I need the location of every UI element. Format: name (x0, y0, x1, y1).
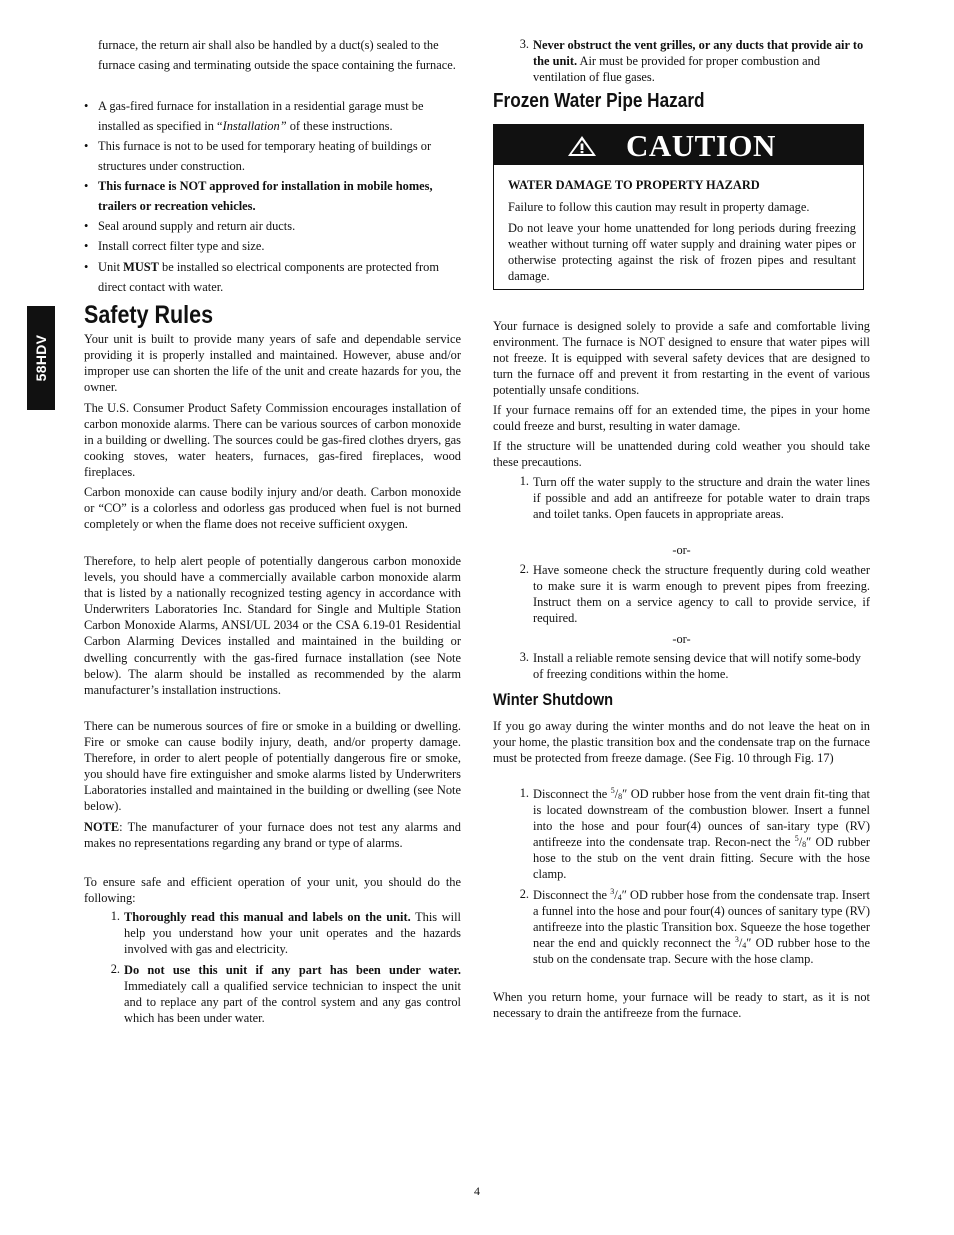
bullet-filter: • Install correct filter type and size. (84, 239, 265, 253)
list-item: 2. Disconnect the $^3/_4''$ OD rubber hose from the condensate trap. Insert a funnel into the hose and pour four(4) ounces of sanitary type (RV) antifreeze into the plastic Transition box. Squeeze the hose together near the end and quickly reconnect the $^3/_4''$ OD rubber hose to the stub on the condensate trap. Secure with the hose clamp. (519, 887, 871, 967)
bullet-garage: • A gas-fired furnace for installation in a residential garage must be installed as specified in “Installation” of these instructions. (84, 99, 424, 134)
side-tab-label: 58HDV (33, 334, 49, 382)
paragraph-alarm: Therefore, to help alert people of potentially dangerous carbon monoxide levels, you should have a commercially available carbon monoxide alarm that is listed by a nationally recognized testing agency in accordance with Underwriters Laboratories Inc. Standard for Single and Multiple Station Carbon Monoxide Alarms, ANSI/UL 2034 or the CSA 6.19-01 Residential Carbon Alarming Devices installed and maintained in the building or dwelling concurrently with the gas-fired furnace installation (see Note below). The alarm should be installed as recommended by the alarm manufacturer’s installation instructions. (84, 554, 461, 697)
paragraph-remains: If your furnace remains off for an extended time, the pipes in your home could freeze and burst, resulting in water damage. (493, 403, 870, 434)
list-item: 3. Install a reliable remote sensing device that will notify some-body of freezing conditions within the home. (519, 650, 861, 682)
paragraph-cpsc: The U.S. Consumer Product Safety Commission encourages installation of carbon monoxide alarms. There can be various sources of carbon monoxide in a building or dwelling. The sources could be gas-fired clothes dryers, gas cooking stoves, water heaters, furnaces, gas-fired fireplaces, wood fireplaces. (84, 401, 461, 480)
or-separator: -or- (672, 543, 691, 557)
paragraph-note: NOTE: The manufacturer of your furnace does not test any alarms and makes no representations regarding any brand or type of alarms. (84, 820, 461, 851)
intro-continuation: furnace, the return air shall also be handled by a duct(s) sealed to the furnace casing and terminating outside the space containing the furnace. (98, 38, 456, 73)
paragraph-ensure: To ensure safe and efficient operation of your unit, you should do the following: (84, 875, 461, 906)
paragraph-fire: There can be numerous sources of fire or smoke in a building or dwelling. Fire or smoke can cause bodily injury, death, and/or property damage. Therefore, in order to alert people of potentially dangerous fire or smoke, you should have fire extinguisher and smoke alarms listed by Underwriters Laboratories installed and maintained in the building or dwelling (see Note below). (84, 719, 461, 814)
list-item: 3. Never obstruct the vent grilles, or any ducts that provide air to the unit. Air must be provided for proper combustion and ventilation of flue gases. (519, 37, 864, 85)
paragraph-co: Carbon monoxide can cause bodily injury and/or death. Carbon monoxide or “CO” is a colorless and odorless gas produced when fuel is not burned completely or when the flame does not receive sufficient oxygen. (84, 485, 461, 532)
caution-line2: Do not leave your home unattended for long periods during freezing weather without turning off water supply and draining water pipes or otherwise protecting against the risk of frozen pipes and resultant damage. (508, 221, 856, 284)
hazard-title: WATER DAMAGE TO PROPERTY HAZARD (508, 178, 760, 192)
caution-banner (494, 125, 863, 165)
list-item: 1. Disconnect the $^5/_8''$ OD rubber hose from the vent drain fit-ting that is located downstream of the combustion blower. Insert a funnel into the hose and pour four(4) ounces of san-itary type (RV) antifreeze into the condensate trap. Recon-nect the $^5/_8''$ OD rubber hose to the stub on the vent drain fitting. Secure with the hose clamp. (519, 786, 870, 882)
bullet-mobile: • This furnace is NOT approved for installation in mobile homes, trailers or recreation vehicles. (84, 179, 433, 214)
bullet-temporary: • This furnace is not to be used for temporary heating of buildings or structures under construction. (84, 139, 432, 174)
safety-rules-heading: Safety Rules (84, 301, 214, 329)
or-separator: -or- (672, 632, 691, 646)
winter-shutdown-heading: Winter Shutdown (493, 690, 614, 709)
paragraph-designed: Your furnace is designed solely to provide a safe and comfortable living environment. The furnace is NOT designed to ensure that water pipes will not freeze. It is equipped with several safety devices that are designed to turn the furnace off and prevent it from restarting in the event of various potentially unsafe conditions. (493, 319, 870, 398)
paragraph-built: Your unit is built to provide many years of safe and dependable service providing it is properly installed and maintained. However, abuse and/or improper use can shorten the life of the unit and create hazards for you, the owner. (84, 332, 461, 395)
paragraph-return: When you return home, your furnace will be ready to start, as it is not necessary to drain the antifreeze from the furnace. (493, 990, 870, 1021)
bullet-seal: • Seal around supply and return air ducts. (84, 219, 296, 233)
frozen-pipe-heading: Frozen Water Pipe Hazard (493, 90, 705, 112)
page-number: 4 (474, 1184, 480, 1198)
side-tab (27, 306, 55, 410)
paragraph-unattended: If the structure will be unattended during cold weather you should take these precautions. (493, 439, 870, 470)
list-item: 1. Thoroughly read this manual and labels on the unit. This will help you understand how your unit operates and the hazards involved with gas and electricity. (110, 909, 461, 957)
list-item: 2. Do not use this unit if any part has been under water. Immediately call a qualified service technician to inspect the unit and to replace any part of the control system and any gas control which has been under water. (110, 962, 461, 1026)
paragraph-winter: If you go away during the winter months and do not leave the heat on in your home, the plastic transition box and the condensate trap on the furnace must be protected from freeze damage. (See Fig. 10 through Fig. 17) (493, 719, 870, 766)
list-item: 2. Have someone check the structure frequently during cold weather to make sure it is warm enough to prevent pipes from freezing. Instruct them on a service agency to call to provide service, if required. (519, 562, 870, 626)
list-item: 1. Turn off the water supply to the structure and drain the water lines if possible and add an antifreeze for potable water to drain traps and toilet tanks. Open faucets in appropriate areas. (519, 474, 870, 522)
bullet-must: • Unit MUST be installed so electrical components are protected from direct contact with water. (84, 260, 440, 295)
caution-box (493, 124, 864, 290)
warning-triangle-icon (567, 135, 597, 157)
caution-title: CAUTION (626, 128, 776, 163)
caution-line1: Failure to follow this caution may result in property damage. (508, 200, 810, 214)
